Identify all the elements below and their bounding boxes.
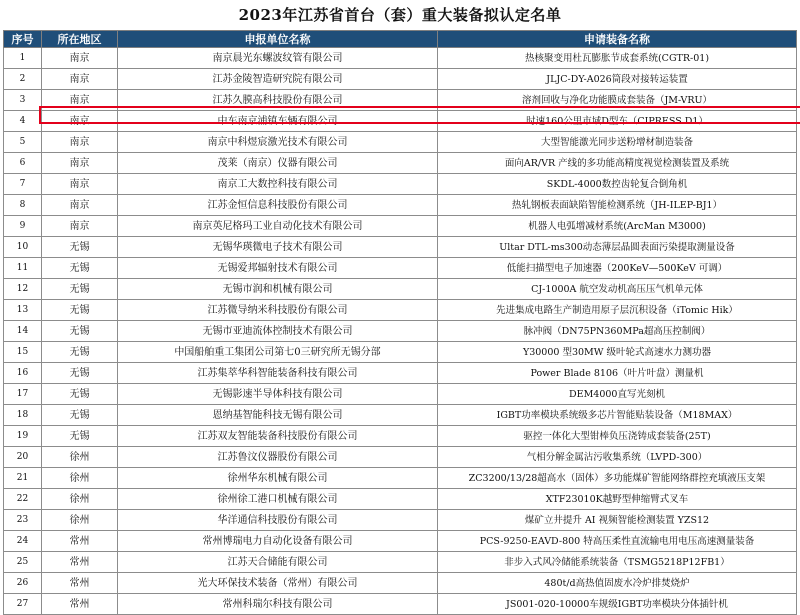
cell-region: 无锡: [42, 279, 118, 300]
cell-region: 无锡: [42, 384, 118, 405]
cell-region: 南京: [42, 216, 118, 237]
cell-equipment: 先进集成电路生产制造用原子层沉积设备（iTomic Hik）: [438, 300, 797, 321]
cell-region: 无锡: [42, 426, 118, 447]
table-row: [4, 531, 797, 552]
cell-region: 南京: [42, 90, 118, 111]
cell-no: 18: [4, 405, 42, 426]
cell-equipment: 低能扫描型电子加速器（200KeV—500KeV 可调）: [438, 258, 797, 279]
cell-equipment: 煤矿立井提升 AI 视频智能检测装置 YZS12: [438, 510, 797, 531]
cell-equipment: ZC3200/13/28超高水（固体）多功能煤矿智能网络群控充填液压支架: [438, 468, 797, 489]
cell-equipment: 热核聚变用杜瓦膨胀节成套系统(CGTR-01): [438, 48, 797, 69]
cell-no: 9: [4, 216, 42, 237]
table-row: [4, 237, 797, 258]
cell-equipment: 脉冲阀（DN75PN360MPa超高压控制阀）: [438, 321, 797, 342]
table-header-row: [4, 31, 797, 48]
cell-region: 常州: [42, 552, 118, 573]
cell-no: 11: [4, 258, 42, 279]
cell-company: 徐州徐工港口机械有限公司: [118, 489, 438, 510]
cell-no: 2: [4, 69, 42, 90]
cell-region: 徐州: [42, 510, 118, 531]
cell-equipment: 非步入式风冷储能系统装备（TSMG5218P12FB1）: [438, 552, 797, 573]
cell-region: 南京: [42, 132, 118, 153]
cell-company: 常州博瑞电力自动化设备有限公司: [118, 531, 438, 552]
table-row: [4, 216, 797, 237]
cell-company: 南京工大数控科技有限公司: [118, 174, 438, 195]
table-row: [4, 594, 797, 615]
cell-equipment: PCS-9250-EAVD-800 特高压柔性直流输电用电压高速测量装备: [438, 531, 797, 552]
cell-region: 南京: [42, 111, 118, 132]
cell-equipment: 热轧钢板表面缺陷智能检测系统（JH-ILEP-BJ1）: [438, 195, 797, 216]
table-row: [4, 90, 797, 111]
cell-company: 无锡影速半导体科技有限公司: [118, 384, 438, 405]
cell-company: 江苏微导纳米科技股份有限公司: [118, 300, 438, 321]
cell-company: 无锡市亚迪流体控制技术有限公司: [118, 321, 438, 342]
cell-region: 常州: [42, 531, 118, 552]
cell-company: 江苏双友智能装备科技股份有限公司: [118, 426, 438, 447]
table-row: [4, 489, 797, 510]
cell-equipment: 480t/d高热值固废水冷炉排焚烧炉: [438, 573, 797, 594]
table-row: [4, 174, 797, 195]
document-title: 2023年江苏省首台（套）重大装备拟认定名单: [238, 6, 562, 24]
cell-company: 无锡华瑛微电子技术有限公司: [118, 237, 438, 258]
cell-company: 南京中科煜宸激光技术有限公司: [118, 132, 438, 153]
table-body: [4, 48, 797, 615]
header-region: 所在地区: [42, 31, 118, 48]
cell-region: 无锡: [42, 237, 118, 258]
cell-no: 10: [4, 237, 42, 258]
cell-equipment: XTF23010K越野型伸缩臂式叉车: [438, 489, 797, 510]
cell-no: 7: [4, 174, 42, 195]
cell-no: 25: [4, 552, 42, 573]
cell-company: 华洋通信科技股份有限公司: [118, 510, 438, 531]
table-row: [4, 132, 797, 153]
cell-region: 南京: [42, 69, 118, 90]
cell-company: 常州科瑞尔科技有限公司: [118, 594, 438, 615]
cell-equipment: 面向AR/VR 产线的多功能高精度视觉检测装置及系统: [438, 153, 797, 174]
cell-no: 21: [4, 468, 42, 489]
cell-no: 26: [4, 573, 42, 594]
cell-no: 22: [4, 489, 42, 510]
cell-region: 徐州: [42, 489, 118, 510]
cell-region: 南京: [42, 195, 118, 216]
table-row: [4, 321, 797, 342]
cell-no: 15: [4, 342, 42, 363]
table-row: [4, 405, 797, 426]
equipment-table: [3, 30, 797, 615]
table-row: [4, 279, 797, 300]
cell-region: 无锡: [42, 258, 118, 279]
table-row: [4, 552, 797, 573]
cell-no: 23: [4, 510, 42, 531]
cell-no: 12: [4, 279, 42, 300]
cell-company: 无锡爱邦辐射技术有限公司: [118, 258, 438, 279]
table-row: [4, 195, 797, 216]
cell-no: 19: [4, 426, 42, 447]
cell-company: 江苏金陵智造研究院有限公司: [118, 69, 438, 90]
table-row: [4, 468, 797, 489]
cell-equipment: 溶剂回收与净化功能膜成套装备（JM-VRU）: [438, 90, 797, 111]
cell-equipment: JS001-020-10000车规级IGBT功率模块分体插针机: [438, 594, 797, 615]
cell-no: 24: [4, 531, 42, 552]
cell-no: 17: [4, 384, 42, 405]
cell-no: 3: [4, 90, 42, 111]
cell-equipment: 气相分解金属沾污收集系统（LVPD-300）: [438, 447, 797, 468]
cell-region: 无锡: [42, 300, 118, 321]
cell-company: 茂莱（南京）仪器有限公司: [118, 153, 438, 174]
table-row: [4, 48, 797, 69]
cell-no: 20: [4, 447, 42, 468]
cell-no: 8: [4, 195, 42, 216]
table-row: [4, 510, 797, 531]
cell-region: 南京: [42, 48, 118, 69]
table-row: [4, 111, 797, 132]
table-row: [4, 258, 797, 279]
cell-no: 1: [4, 48, 42, 69]
table-row: [4, 384, 797, 405]
cell-equipment: JLJC-DY-A026筒段对接转运装置: [438, 69, 797, 90]
cell-region: 常州: [42, 594, 118, 615]
cell-company: 江苏集萃华科智能装备科技有限公司: [118, 363, 438, 384]
table-row: [4, 447, 797, 468]
table-row: [4, 573, 797, 594]
cell-region: 无锡: [42, 321, 118, 342]
cell-region: 徐州: [42, 447, 118, 468]
cell-no: 5: [4, 132, 42, 153]
cell-equipment: 大型智能激光同步送粉增材制造装备: [438, 132, 797, 153]
cell-region: 无锡: [42, 363, 118, 384]
cell-company: 恩纳基智能科技无锡有限公司: [118, 405, 438, 426]
cell-company: 南京晨光东螺波纹管有限公司: [118, 48, 438, 69]
header-no: 序号: [4, 31, 42, 48]
cell-company: 江苏久膜高科技股份有限公司: [118, 90, 438, 111]
cell-company: 江苏天合储能有限公司: [118, 552, 438, 573]
cell-company: 徐州华东机械有限公司: [118, 468, 438, 489]
cell-equipment: DEM4000直写光刻机: [438, 384, 797, 405]
cell-region: 南京: [42, 174, 118, 195]
cell-no: 27: [4, 594, 42, 615]
cell-company: 中国船舶重工集团公司第七0三研究所无锡分部: [118, 342, 438, 363]
cell-equipment: Ultar DTL-ms300动态薄层晶圆表面污染提取测量设备: [438, 237, 797, 258]
cell-no: 4: [4, 111, 42, 132]
cell-company: 江苏金恒信息科技股份有限公司: [118, 195, 438, 216]
table-row: [4, 342, 797, 363]
cell-no: 14: [4, 321, 42, 342]
cell-region: 常州: [42, 573, 118, 594]
table-row: [4, 300, 797, 321]
cell-equipment: 机器人电弧增减材系统(ArcMan M3000): [438, 216, 797, 237]
table-row: [4, 153, 797, 174]
cell-no: 13: [4, 300, 42, 321]
cell-no: 6: [4, 153, 42, 174]
cell-equipment: SKDL-4000数控齿轮复合倒角机: [438, 174, 797, 195]
cell-company: 光大环保技术装备（常州）有限公司: [118, 573, 438, 594]
table-row: [4, 426, 797, 447]
cell-equipment: Power Blade 8106（叶片叶盘）测量机: [438, 363, 797, 384]
header-equipment: 申请装备名称: [438, 31, 797, 48]
cell-company: 江苏鲁汶仪器股份有限公司: [118, 447, 438, 468]
cell-equipment: Y30000 型30MW 级叶轮式高速水力测功器: [438, 342, 797, 363]
cell-no: 16: [4, 363, 42, 384]
table-row: [4, 363, 797, 384]
cell-region: 南京: [42, 153, 118, 174]
cell-equipment: IGBT功率模块系统级多芯片智能贴装设备（M18MAX）: [438, 405, 797, 426]
cell-equipment: CJ-1000A 航空发动机高压压气机单元体: [438, 279, 797, 300]
cell-region: 无锡: [42, 342, 118, 363]
cell-equipment: 驱控一体化大型钳棒负压浇铸成套装备(25T): [438, 426, 797, 447]
cell-company: 南京英尼格玛工业自动化技术有限公司: [118, 216, 438, 237]
cell-company: 无锡市润和机械有限公司: [118, 279, 438, 300]
table-row: [4, 69, 797, 90]
cell-region: 徐州: [42, 468, 118, 489]
cell-equipment: 时速160公里市域D型车（CIPRESS D1）: [438, 111, 797, 132]
cell-company: 中车南京浦镇车辆有限公司: [118, 111, 438, 132]
cell-region: 无锡: [42, 405, 118, 426]
header-company: 申报单位名称: [118, 31, 438, 48]
